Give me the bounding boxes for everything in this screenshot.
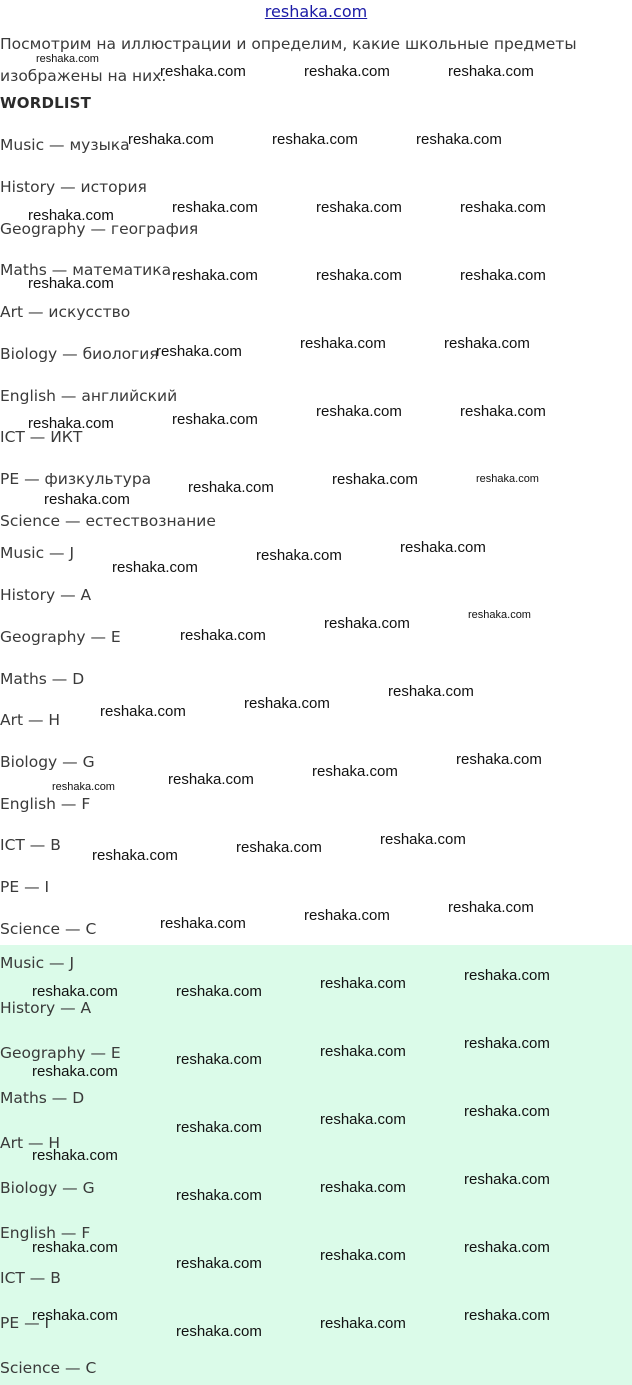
watermark: reshaka.com	[332, 471, 418, 488]
watermark: reshaka.com	[380, 831, 466, 848]
answer-item: Music — J	[0, 954, 75, 972]
match-item: Geography — E	[0, 628, 121, 646]
watermark: reshaka.com	[172, 199, 258, 216]
watermark: reshaka.com	[464, 1035, 550, 1052]
watermark: reshaka.com	[160, 915, 246, 932]
watermark: reshaka.com	[460, 267, 546, 284]
watermark: reshaka.com	[32, 1307, 118, 1324]
wordlist-item: Art — искусство	[0, 303, 131, 321]
watermark: reshaka.com	[244, 695, 330, 712]
answer-item: Science — C	[0, 1359, 97, 1377]
watermark: reshaka.com	[448, 63, 534, 80]
intro-text: Посмотрим на иллюстрации и определим, какие школьные предметы изображены на них.	[0, 35, 577, 85]
watermark: reshaka.com	[320, 1043, 406, 1060]
answer-item: ICT — B	[0, 1269, 61, 1287]
watermark: reshaka.com	[444, 335, 530, 352]
wordlist-item: Geography — география	[0, 220, 199, 238]
wordlist-item: ICT — ИКТ	[0, 428, 83, 446]
watermark: reshaka.com	[400, 539, 486, 556]
watermark: reshaka.com	[316, 267, 402, 284]
watermark: reshaka.com	[176, 1323, 262, 1340]
watermark: reshaka.com	[112, 559, 198, 576]
match-item: History — A	[0, 586, 92, 604]
watermark: reshaka.com	[32, 1239, 118, 1256]
watermark: reshaka.com	[300, 335, 386, 352]
watermark: reshaka.com	[176, 1187, 262, 1204]
answer-item: History — A	[0, 999, 92, 1017]
answer-item: Geography — E	[0, 1044, 121, 1062]
wordlist-item: History — история	[0, 178, 147, 196]
watermark: reshaka.com	[416, 131, 502, 148]
watermark: reshaka.com	[272, 131, 358, 148]
watermark: reshaka.com	[168, 771, 254, 788]
watermark: reshaka.com	[464, 1171, 550, 1188]
watermark: reshaka.com	[316, 403, 402, 420]
watermark: reshaka.com	[464, 967, 550, 984]
watermark: reshaka.com	[304, 63, 390, 80]
match-item: English — F	[0, 795, 91, 813]
watermark: reshaka.com	[52, 781, 115, 793]
watermark: reshaka.com	[92, 847, 178, 864]
watermark: reshaka.com	[160, 63, 246, 80]
watermark: reshaka.com	[464, 1103, 550, 1120]
watermark: reshaka.com	[32, 1063, 118, 1080]
watermark: reshaka.com	[448, 899, 534, 916]
watermark: reshaka.com	[320, 1111, 406, 1128]
watermark: reshaka.com	[32, 1147, 118, 1164]
watermark: reshaka.com	[156, 343, 242, 360]
watermark: reshaka.com	[320, 1315, 406, 1332]
match-item: Maths — D	[0, 670, 85, 688]
watermark: reshaka.com	[188, 479, 274, 496]
watermark: reshaka.com	[172, 411, 258, 428]
wordlist-heading: WORDLIST	[0, 94, 92, 112]
match-item: Science — C	[0, 920, 97, 938]
watermark: reshaka.com	[172, 267, 258, 284]
answer-item: English — F	[0, 1224, 91, 1242]
site-link[interactable]: reshaka.com	[264, 2, 368, 21]
match-item: PE — I	[0, 878, 50, 896]
wordlist-item: Music — музыка	[0, 136, 130, 154]
watermark: reshaka.com	[324, 615, 410, 632]
answer-item: Maths — D	[0, 1089, 85, 1107]
watermark: reshaka.com	[36, 53, 99, 65]
watermark: reshaka.com	[316, 199, 402, 216]
match-item: Art — H	[0, 711, 61, 729]
watermark: reshaka.com	[320, 1179, 406, 1196]
watermark: reshaka.com	[456, 751, 542, 768]
match-item: Music — J	[0, 544, 75, 562]
watermark: reshaka.com	[320, 975, 406, 992]
watermark: reshaka.com	[312, 763, 398, 780]
watermark: reshaka.com	[28, 415, 114, 432]
answer-item: Biology — G	[0, 1179, 95, 1197]
watermark: reshaka.com	[128, 131, 214, 148]
match-item: ICT — B	[0, 836, 61, 854]
watermark: reshaka.com	[176, 983, 262, 1000]
watermark: reshaka.com	[28, 275, 114, 292]
match-item: Biology — G	[0, 753, 95, 771]
watermark: reshaka.com	[388, 683, 474, 700]
watermark: reshaka.com	[464, 1239, 550, 1256]
answer-item: Art — H	[0, 1134, 61, 1152]
wordlist-item: Biology — биология	[0, 345, 159, 363]
watermark: reshaka.com	[44, 491, 130, 508]
watermark: reshaka.com	[464, 1307, 550, 1324]
watermark: reshaka.com	[28, 207, 114, 224]
watermark: reshaka.com	[320, 1247, 406, 1264]
watermark: reshaka.com	[468, 609, 531, 621]
watermark: reshaka.com	[180, 627, 266, 644]
wordlist-item: Science — естествознание	[0, 512, 216, 530]
watermark: reshaka.com	[304, 907, 390, 924]
watermark: reshaka.com	[32, 983, 118, 1000]
watermark: reshaka.com	[256, 547, 342, 564]
watermark: reshaka.com	[460, 403, 546, 420]
wordlist-item: Maths — математика	[0, 261, 172, 279]
watermark: reshaka.com	[476, 473, 539, 485]
answer-item: PE — I	[0, 1314, 50, 1332]
watermark: reshaka.com	[176, 1119, 262, 1136]
watermark: reshaka.com	[100, 703, 186, 720]
wordlist-item: English — английский	[0, 387, 178, 405]
wordlist-item: PE — физкультура	[0, 470, 152, 488]
watermark: reshaka.com	[236, 839, 322, 856]
watermark: reshaka.com	[176, 1051, 262, 1068]
watermark: reshaka.com	[460, 199, 546, 216]
watermark: reshaka.com	[176, 1255, 262, 1272]
